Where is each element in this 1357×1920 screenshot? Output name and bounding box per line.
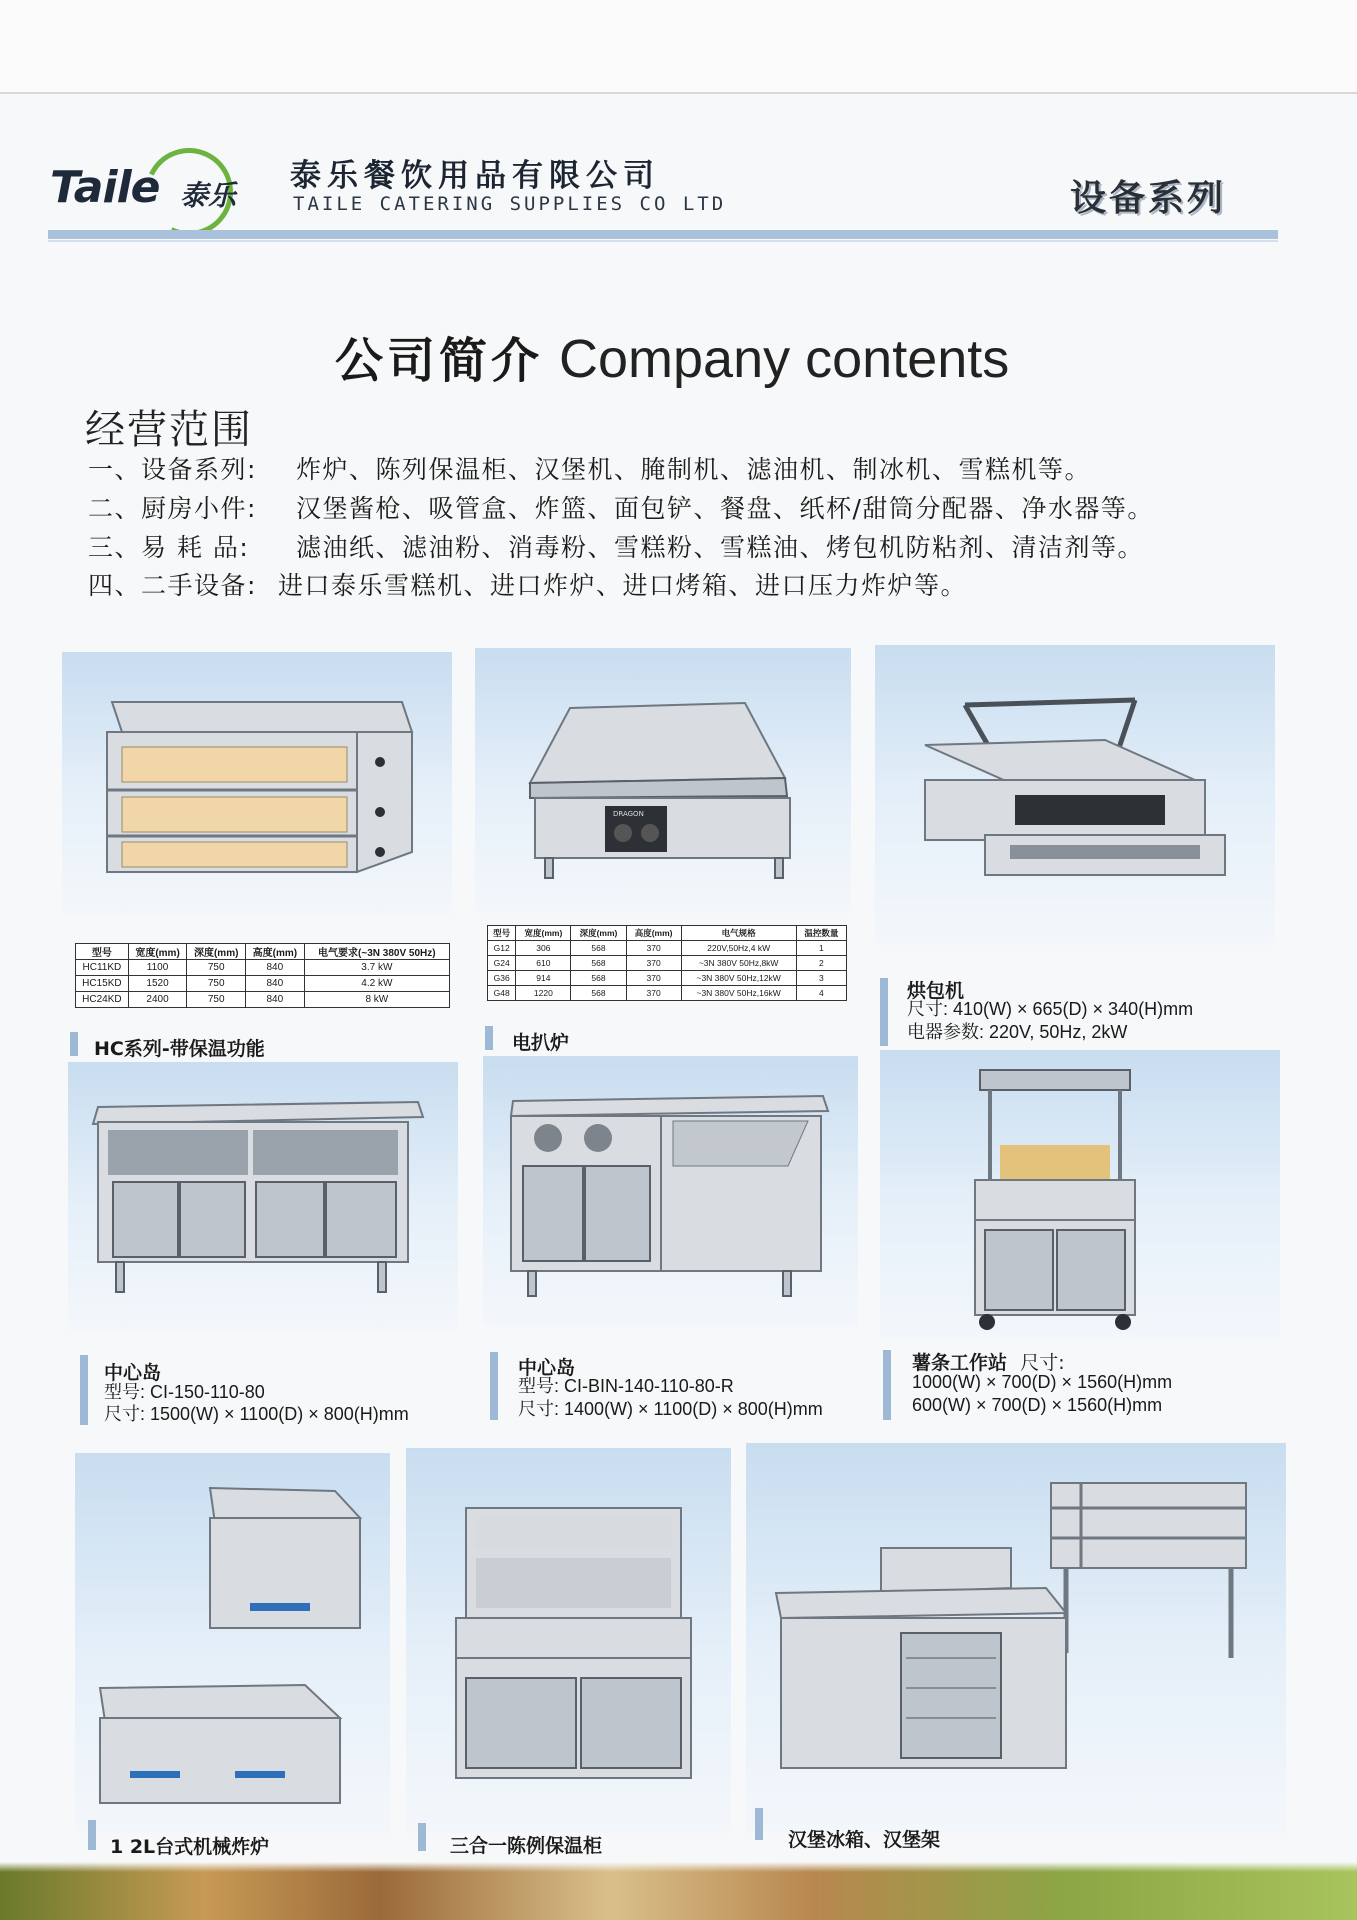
island-2-name: 中心岛 (518, 1357, 576, 1379)
scope-heading: 经营范围 (85, 407, 253, 453)
fryer-caption: 1 2L台式机械炸炉 (110, 1836, 270, 1858)
griddle-spec-table (487, 925, 847, 1001)
table-header-row: 型号 宽度(mm) 深度(mm) 高度(mm) 电气规格 温控数量 (488, 926, 847, 941)
center-island-2-photo (483, 1056, 858, 1326)
fry-station-photo (880, 1050, 1280, 1340)
caption-bar (490, 1352, 498, 1420)
display-warmer-photo (406, 1448, 731, 1833)
table-row: G36 914 568 370 ~3N 380V 50Hz,12kW 3 (488, 971, 847, 986)
toaster-illustration (875, 645, 1275, 945)
hc-warmer-photo (62, 652, 452, 914)
island-1-illustration (68, 1062, 458, 1330)
fry-station-name: 薯条工作站 尺寸: (912, 1352, 1065, 1374)
burger-caption: 汉堡冰箱、汉堡架 (788, 1829, 941, 1851)
caption-bar (80, 1355, 88, 1425)
display-warmer-illustration (406, 1448, 731, 1833)
island-1-size: 尺寸: 1500(W) × 1100(D) × 800(H)mm (104, 1404, 409, 1424)
page-title-cn: 公司简介 (335, 333, 544, 389)
center-island-1-photo (68, 1062, 458, 1330)
series-label: 设备系列 (1070, 178, 1227, 219)
caption-bar (883, 1350, 891, 1420)
island-2-size: 尺寸: 1400(W) × 1100(D) × 800(H)mm (518, 1399, 823, 1419)
table-row: G24 610 568 370 ~3N 380V 50Hz,8kW 2 (488, 956, 847, 971)
island-1-model: 型号: CI-150-110-80 (104, 1382, 265, 1402)
svg-text:DRAGON: DRAGON (613, 810, 644, 818)
caption-bar (418, 1823, 426, 1851)
logo-text: Taile (50, 162, 160, 213)
table-row: G48 1220 568 370 ~3N 380V 50Hz,16kW 4 (488, 986, 847, 1001)
table-row: G12 306 568 370 220V,50Hz,4 kW 1 (488, 941, 847, 956)
company-name-cn: 泰乐餐饮用品有限公司 (290, 158, 660, 194)
table-header-row: 型号 宽度(mm) 深度(mm) 高度(mm) 电气要求(~3N 380V 50Hz) (76, 944, 450, 960)
toaster-size: 尺寸: 410(W) × 665(D) × 340(H)mm (907, 999, 1194, 1019)
fry-station-size-1: 1000(W) × 700(D) × 1560(H)mm (912, 1372, 1173, 1392)
island-2-model: 型号: CI-BIN-140-110-80-R (518, 1376, 734, 1396)
hc-warmer-illustration (62, 652, 452, 914)
burger-fridge-illustration (746, 1443, 1286, 1833)
hc-spec-table (75, 943, 450, 1008)
hc-caption: HC系列-带保温功能 (94, 1038, 265, 1060)
island-1-name: 中心岛 (104, 1362, 162, 1384)
fry-station-illustration (880, 1050, 1280, 1340)
caption-bar (880, 978, 888, 1046)
logo-cn-text: 泰乐 (180, 179, 237, 212)
food-strip-fade (0, 1862, 1357, 1872)
top-margin (0, 0, 1357, 94)
caption-bar (88, 1820, 96, 1850)
header-rule-thin (48, 240, 1278, 242)
caption-bar (70, 1032, 78, 1056)
header-rule (48, 230, 1278, 239)
page-title-en: Company contents (559, 329, 1010, 389)
griddle-caption: 电扒炉 (512, 1032, 570, 1054)
table-row: HC24KD 2400 750 840 8 kW (76, 992, 450, 1008)
fry-station-size-2: 600(W) × 700(D) × 1560(H)mm (912, 1395, 1163, 1415)
fryer-illustration (75, 1453, 390, 1833)
island-2-illustration (483, 1056, 858, 1326)
griddle-illustration (475, 648, 851, 913)
toaster-name: 烘包机 (907, 980, 965, 1002)
scope-item: 三、易 耗 品: 滤油纸、滤油粉、消毒粉、雪糕粉、雪糕油、烤包机防粘剂、清洁剂等。 (88, 533, 1145, 562)
company-logo (50, 152, 250, 232)
display-caption: 三合一陈例保温柜 (450, 1835, 603, 1857)
scope-item: 一、设备系列: 炸炉、陈列保温柜、汉堡机、腌制机、滤油机、制冰机、雪糕机等。 (88, 455, 1092, 484)
page-title (335, 322, 1009, 391)
scope-item: 二、厨房小件: 汉堡酱枪、吸管盒、炸篮、面包铲、餐盘、纸杯/甜筒分配器、净水器等。 (88, 494, 1154, 523)
caption-bar (485, 1026, 493, 1050)
company-name-en: TAILE CATERING SUPPLIES CO LTD (293, 193, 727, 215)
burger-fridge-photo (746, 1443, 1286, 1833)
fryer-photo (75, 1453, 390, 1833)
table-row: HC11KD 1100 750 840 3.7 kW (76, 960, 450, 976)
caption-bar (755, 1808, 763, 1840)
table-row: HC15KD 1520 750 840 4.2 kW (76, 976, 450, 992)
fry-station-size-label: 尺寸: (1020, 1352, 1065, 1374)
toaster-power: 电器参数: 220V, 50Hz, 2kW (907, 1022, 1128, 1042)
griddle-photo (475, 648, 851, 913)
scope-item: 四、二手设备: 进口泰乐雪糕机、进口炸炉、进口烤箱、进口压力炸炉等。 (88, 571, 968, 600)
toaster-photo (875, 645, 1275, 945)
